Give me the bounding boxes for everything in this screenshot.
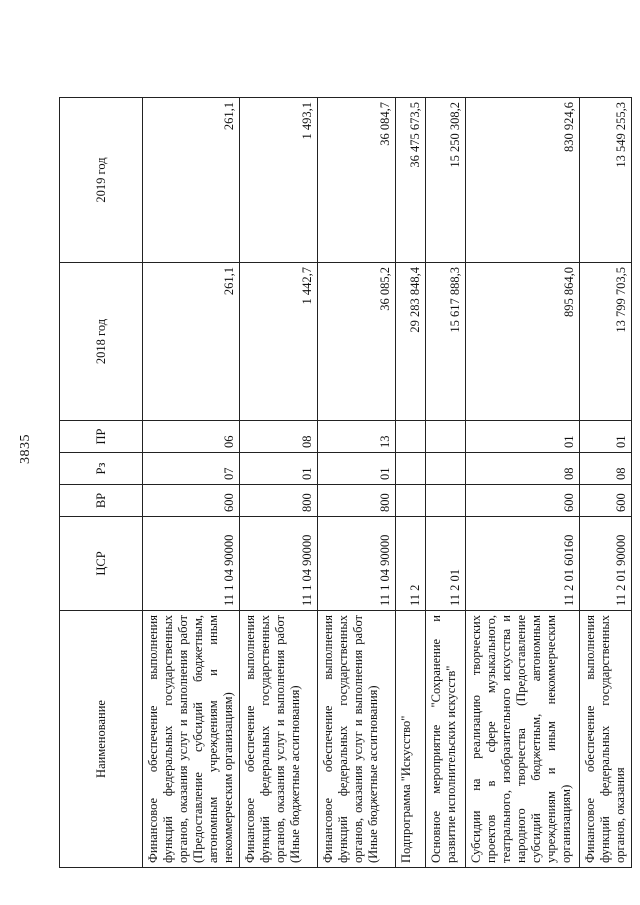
table-row [426,98,466,868]
row-name: Финансовое обеспечение выполнения функций федеральных государственных органов, оказания услуг и выполнения работ (Иные бюджетные ассигнования) [240,611,318,868]
table-row [240,98,318,868]
row-rz: 01 [318,453,396,485]
table-row [580,98,632,868]
table-row [318,98,396,868]
row-2019: 36 084,7 [318,98,396,263]
row-vr [396,485,426,517]
row-csr: 11 1 04 90000 [143,517,240,611]
row-vr: 600 [143,485,240,517]
row-2018: 15 617 888,3 [426,263,466,421]
row-pr [396,421,426,453]
row-pr: 13 [318,421,396,453]
header-pr: ПР [60,421,143,453]
row-csr: 11 2 [396,517,426,611]
row-2019: 15 250 308,2 [426,98,466,263]
row-rz: 08 [580,453,632,485]
budget-table [59,97,632,868]
row-rz: 01 [240,453,318,485]
row-vr [426,485,466,517]
page-number: 3835 [18,434,33,464]
header-2018: 2018 год [60,263,143,421]
row-2018: 1 442,7 [240,263,318,421]
row-pr: 06 [143,421,240,453]
row-2018: 29 283 848,4 [396,263,426,421]
header-vr: ВР [60,485,143,517]
row-vr: 600 [580,485,632,517]
header-rz: Рз [60,453,143,485]
table-row [143,98,240,868]
table-row [466,98,580,868]
row-pr [426,421,466,453]
row-pr: 01 [466,421,580,453]
row-vr: 800 [240,485,318,517]
row-csr: 11 2 01 90000 [580,517,632,611]
row-rz: 08 [466,453,580,485]
row-name: Финансовое обеспечение выполнения функций федеральных государственных органов, оказания услуг и выполнения работ (Иные бюджетные ассигнования) [318,611,396,868]
row-2019: 1 493,1 [240,98,318,263]
row-vr: 600 [466,485,580,517]
row-pr: 08 [240,421,318,453]
row-rz [396,453,426,485]
row-csr: 11 1 04 90000 [240,517,318,611]
row-2019: 830 924,6 [466,98,580,263]
row-csr: 11 2 01 [426,517,466,611]
row-rz: 07 [143,453,240,485]
row-2018: 895 864,0 [466,263,580,421]
row-pr: 01 [580,421,632,453]
rotated-page [59,98,628,868]
header-2019: 2019 год [60,98,143,263]
table-row [396,98,426,868]
row-name: Финансовое обеспечение выполнения функций федеральных государственных органов, оказания [580,611,632,868]
row-2019: 13 549 255,3 [580,98,632,263]
row-csr: 11 2 01 60160 [466,517,580,611]
header-csr: ЦСР [60,517,143,611]
row-2018: 261,1 [143,263,240,421]
header-row [60,98,143,868]
row-2019: 36 475 673,5 [396,98,426,263]
row-name: Финансовое обеспечение выполнения функций федеральных государственных органов, оказания услуг и выполнения работ (Предоставление субсидий бюджетным, автономным учреждениям и иным некоммерческим организациям) [143,611,240,868]
row-2018: 36 085,2 [318,263,396,421]
row-name: Подпрограмма "Искусство" [396,611,426,868]
row-2018: 13 799 703,5 [580,263,632,421]
row-vr: 800 [318,485,396,517]
header-name: Наименование [60,611,143,868]
row-name: Основное мероприятие "Сохранение и развитие исполнительских искусств" [426,611,466,868]
row-csr: 11 1 04 90000 [318,517,396,611]
row-2019: 261,1 [143,98,240,263]
row-rz [426,453,466,485]
row-name: Субсидии на реализацию творческих проектов в сфере музыкального, театрального, изобразительного искусства и народного творчества (Предоставление субсидий бюджетным, автономным учреждениям и иным некоммерческим организациям) [466,611,580,868]
